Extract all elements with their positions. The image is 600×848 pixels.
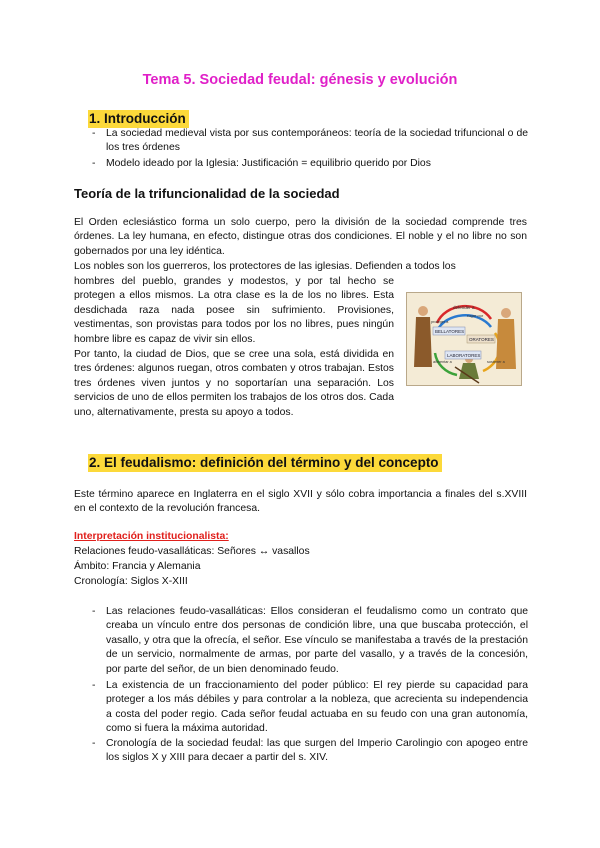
section-heading-intro: 1. Introducción	[88, 110, 189, 128]
bullet-text: Modelo ideado por la Iglesia: Justificación = equilibrio querido por Dios	[106, 158, 431, 169]
bullet-dash: -	[92, 128, 96, 139]
label-laboratores: LABORATORES	[447, 353, 481, 358]
label-oratores: ORATORES	[469, 337, 494, 342]
bullet-dash: -	[92, 158, 96, 169]
bullet-text: La existencia de un fraccionamiento del poder público: El rey pierde su capacidad para proteger a los más débiles y para controlar a la nobleza, que acrecienta su independencia a costa del poder regio. Cada señor feudal actuaba en su feudo con una gran autonomía, como si fuera la máxima autoridad.	[106, 680, 528, 735]
three-orders-diagram	[407, 293, 521, 385]
info-line: Relaciones feudo-vasalláticas: Señores ↔ vasallos	[74, 546, 310, 557]
subheading-teoria: Teoría de la trifuncionalidad de la sociedad	[74, 186, 340, 201]
bullet-text: Cronología de la sociedad feudal: las que surgen del Imperio Carolingio con apogeo entre los siglos X y XIII para decaer a partir del s. XIV.	[106, 738, 528, 764]
paragraph-line: Los nobles son los guerreros, los protectores de las iglesias. Defienden a todos los	[74, 261, 456, 272]
bullet-item	[92, 127, 528, 157]
label-proteger: proteger a	[431, 320, 449, 324]
info-line: Ámbito: Francia y Alemania	[74, 561, 201, 572]
bullet-dash: -	[92, 680, 96, 691]
three-orders-illustration	[406, 292, 522, 386]
info-line: Cronología: Siglos X-XIII	[74, 576, 188, 587]
bullet-text: Las relaciones feudo-vasalláticas: Ellos consideran el feudalismo como un contrato que creaba un vínculo entre dos personas de condición libre, una que buscaba protección, el vasallo, y otra que la ofrecía, el señor. Ese vínculo se manifestaba a través de la prestación de un servicio, normalmente de armas, por parte del vasallo, y a través de la concesión, por parte del señor, de un bien denominado feudo.	[106, 606, 528, 675]
page-title: Tema 5. Sociedad feudal: génesis y evolución	[142, 72, 458, 88]
label-bellatores: BELLATORES	[435, 329, 465, 334]
paragraph: hombres del pueblo, grandes y modestos, y por tal hecho se protegen a ellos mismos. La otra clase es la de los no libres. Esta desdichada raza nada posee sin sufrimiento. Provisiones, vestimentas, son provistas para todos por los no libres, pues ningún hombre libre es capaz de vivir sin ellos.	[74, 276, 394, 345]
label-sostener: sostener a	[487, 360, 505, 364]
label-alimentar: alimentar a	[433, 360, 452, 364]
section-heading-feudalismo: 2. El feudalismo: definición del término y del concepto	[88, 454, 442, 472]
label-rogar: rogar por	[467, 313, 484, 318]
bullet-item	[92, 157, 528, 172]
bullet-item	[92, 605, 528, 677]
bullet-text: La sociedad medieval vista por sus contemporáneos: teoría de la sociedad trifuncional o de los tres órdenes	[106, 128, 528, 154]
paragraph: Por tanto, la ciudad de Dios, que se cree una sola, está dividida en tres órdenes: algunos ruegan, otros combaten y otros trabajan. Estos tres órdenes viven juntos y no soportarían una separación. Los servicios de uno de ellos permiten los trabajos de los otros dos. Cada uno, alternativamente, presta su apoyo a todos.	[74, 349, 394, 418]
bullet-dash: -	[92, 738, 96, 749]
bullet-dash: -	[92, 606, 96, 617]
bullet-item	[92, 679, 528, 737]
label-defender: defender a	[453, 305, 475, 310]
interpretation-heading: Interpretación institucionalista:	[74, 531, 229, 542]
bullet-item	[92, 737, 528, 767]
paragraph: Este término aparece en Inglaterra en el siglo XVII y sólo cobra importancia a finales del s.XVIII en el contexto de la revolución francesa.	[74, 489, 527, 515]
paragraph: El Orden eclesiástico forma un solo cuerpo, pero la división de la sociedad comprende tres órdenes. La ley humana, en efecto, distingue otras dos condiciones. El noble y el no libre no son gobernados por una ley idéntica.	[74, 217, 527, 257]
